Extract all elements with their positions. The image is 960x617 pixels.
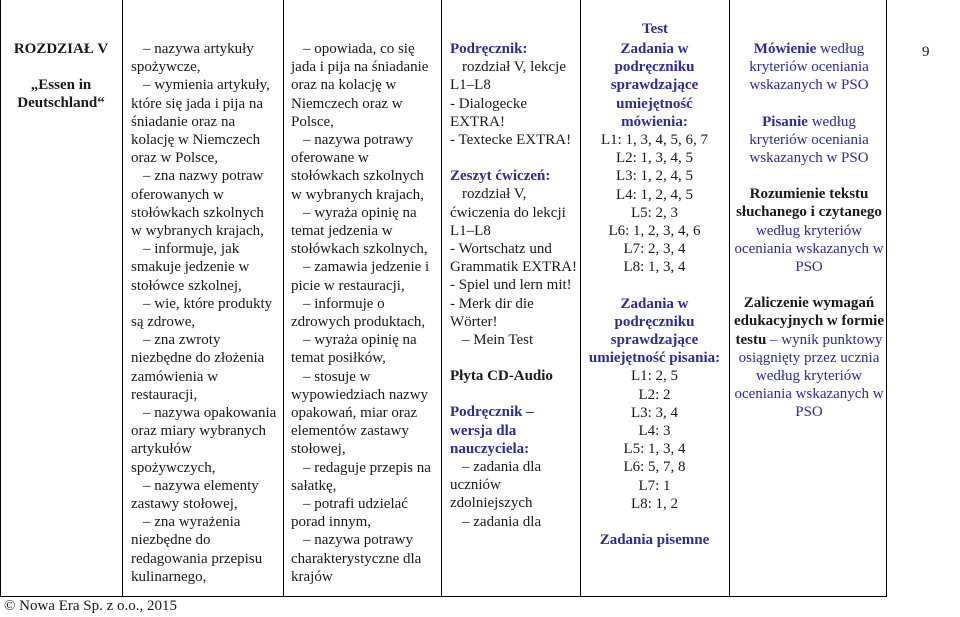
test-assessment-text: – wynik punktowy osiągnięty przez ucznia według kryteriów oceniania wskazanych w PSO: [734, 331, 884, 421]
teacher-edition-line: – zadania dla uczniów zdolniejszych: [450, 458, 578, 513]
writing-assessment-label: Pisanie: [762, 113, 808, 130]
requirement-item: – redaguje przepis na sałatkę,: [291, 459, 437, 495]
speaking-task: L6: 1, 2, 3, 4, 6: [608, 223, 701, 240]
teacher-edition-label: Podręcznik – wersja dla nauczyciela:: [450, 404, 534, 457]
writing-task: L8: 1, 2: [630, 495, 679, 512]
chapter-subtitle: „Essen in Deutschland“: [17, 77, 105, 112]
requirement-item: – wie, które produkty są zdrowe,: [131, 295, 277, 331]
copyright-footer: © Nowa Era Sp. z o.o., 2015: [4, 598, 178, 614]
writing-assessment: [734, 113, 884, 168]
requirement-item: – nazywa potrawy charakterystyczne dla krajów: [291, 531, 437, 586]
audio-cd-label: Płyta CD-Audio: [450, 368, 553, 385]
requirement-item: – informuje o zdrowych produktach,: [291, 295, 437, 331]
test-heading: Test: [641, 21, 669, 37]
requirement-item: – wyraża opinię na temat jedzenia w stołówkach szkolnych,: [291, 204, 437, 259]
speaking-assessment: [734, 40, 884, 95]
workbook-label: Zeszyt ćwiczeń:: [450, 168, 551, 185]
writing-task: L5: 1, 3, 4: [623, 441, 686, 458]
comprehension-assessment: [734, 185, 884, 276]
column-divider: [729, 0, 730, 596]
extended-requirements-column: [291, 40, 437, 586]
test-assessment: [734, 294, 884, 421]
workbook-line: rozdział V, ćwiczenia do lekcji L1–L8: [450, 186, 566, 239]
requirement-item: – zamawia jedzenie i picie w restauracji,: [291, 258, 437, 294]
speaking-task: L2: 1, 3, 4, 5: [615, 150, 694, 167]
writing-task: L2: 2: [638, 386, 671, 403]
speaking-task: L1: 1, 3, 4, 5, 6, 7: [600, 132, 709, 149]
assessment-column: [734, 40, 884, 422]
materials-column: [450, 40, 578, 531]
mein-test-item: – Mein Test: [450, 331, 578, 349]
basic-requirements-column: [131, 40, 277, 586]
requirement-item: – opowiada, co się jada i pija na śniadanie oraz na kolację w Niemczech oraz w Polsce,: [291, 40, 437, 131]
speaking-task: L4: 1, 2, 4, 5: [615, 186, 694, 203]
requirement-item: – wymienia artykuły, które się jada i pija na śniadanie oraz na kolację w Niemczech oraz w Polsce,: [131, 76, 277, 167]
page-number: 9: [922, 44, 930, 60]
requirement-item: – zna nazwy potraw oferowanych w stołówkach szkolnych w wybranych krajach,: [131, 167, 277, 240]
requirement-item: – nazywa opakowania oraz miary wybranych artykułów spożywczych,: [131, 404, 277, 477]
tasks-column: [583, 40, 726, 549]
column-divider: [441, 0, 442, 596]
requirement-item: – wyraża opinię na temat posiłków,: [291, 331, 437, 367]
textbook-line: - Dialogecke EXTRA!: [450, 95, 528, 130]
requirement-item: – nazywa elementy zastawy stołowej,: [131, 477, 277, 513]
teacher-edition-line: – zadania dla: [450, 513, 578, 531]
textbook-line: rozdział V, lekcje L1–L8: [450, 59, 566, 94]
table-border-left: [0, 0, 1, 596]
writing-task: L4: 3: [638, 423, 671, 440]
workbook-line: - Merk dir die Wörter!: [450, 295, 534, 330]
textbook-line: - Textecke EXTRA!: [450, 132, 572, 149]
requirement-item: – nazywa potrawy oferowane w stołówkach szkolnych w wybranych krajach,: [291, 131, 437, 204]
requirement-item: – potrafi udzielać porad innym,: [291, 495, 437, 531]
column-divider: [283, 0, 284, 596]
speaking-task: L3: 1, 2, 4, 5: [615, 168, 694, 185]
speaking-task: L5: 2, 3: [630, 204, 679, 221]
workbook-line: - Wortschatz und Grammatik EXTRA!: [450, 241, 578, 276]
column-divider: [122, 0, 123, 596]
requirement-item: – informuje, jak smakuje jedzenie w stołówce szkolnej,: [131, 240, 277, 295]
writing-task: L6: 5, 7, 8: [623, 459, 686, 476]
writing-task: L3: 3, 4: [630, 404, 679, 421]
speaking-assessment-label: Mówienie: [753, 41, 817, 57]
writing-assessment-text: według kryteriów oceniania wskazanych w PSO: [749, 113, 869, 167]
writing-tasks-heading: Zadania w podręczniku sprawdzające umiejętność pisania:: [588, 295, 721, 367]
requirement-item: – zna wyrażenia niezbędne do redagowania przepisu kulinarnego,: [131, 513, 277, 586]
comprehension-assessment-label: Rozumienie tekstu słuchanego i czytanego: [736, 186, 882, 221]
requirement-item: – nazywa artykuły spożywcze,: [131, 40, 277, 76]
comprehension-assessment-text: według kryteriów oceniania wskazanych w PSO: [734, 222, 884, 276]
requirement-item: – zna zwroty niezbędne do złożenia zamówienia w restauracji,: [131, 331, 277, 404]
textbook-label: Podręcznik:: [450, 41, 528, 57]
chapter-title: ROZDZIAŁ V: [13, 41, 109, 57]
requirement-item: – stosuje w wypowiedziach nazwy opakowań, miar oraz elementów zastawy stołowej,: [291, 368, 437, 459]
writing-task: L7: 1: [638, 477, 671, 494]
speaking-task: L7: 2, 3, 4: [623, 241, 686, 258]
workbook-line: - Spiel und lern mit!: [450, 277, 572, 294]
speaking-task: L8: 1, 3, 4: [623, 259, 686, 276]
chapter-column: [3, 40, 119, 113]
table-border-right: [886, 0, 887, 596]
column-divider: [580, 0, 581, 596]
test-assessment-label: Zaliczenie wymagań edukacyjnych w formie testu: [734, 295, 884, 348]
speaking-tasks-heading: Zadania w podręczniku sprawdzające umiejętność mówienia:: [610, 41, 699, 130]
writing-task: L1: 2, 5: [630, 368, 679, 385]
written-tasks-heading: Zadania pisemne: [599, 532, 710, 549]
speaking-assessment-text: według kryteriów oceniania wskazanych w PSO: [749, 41, 869, 94]
